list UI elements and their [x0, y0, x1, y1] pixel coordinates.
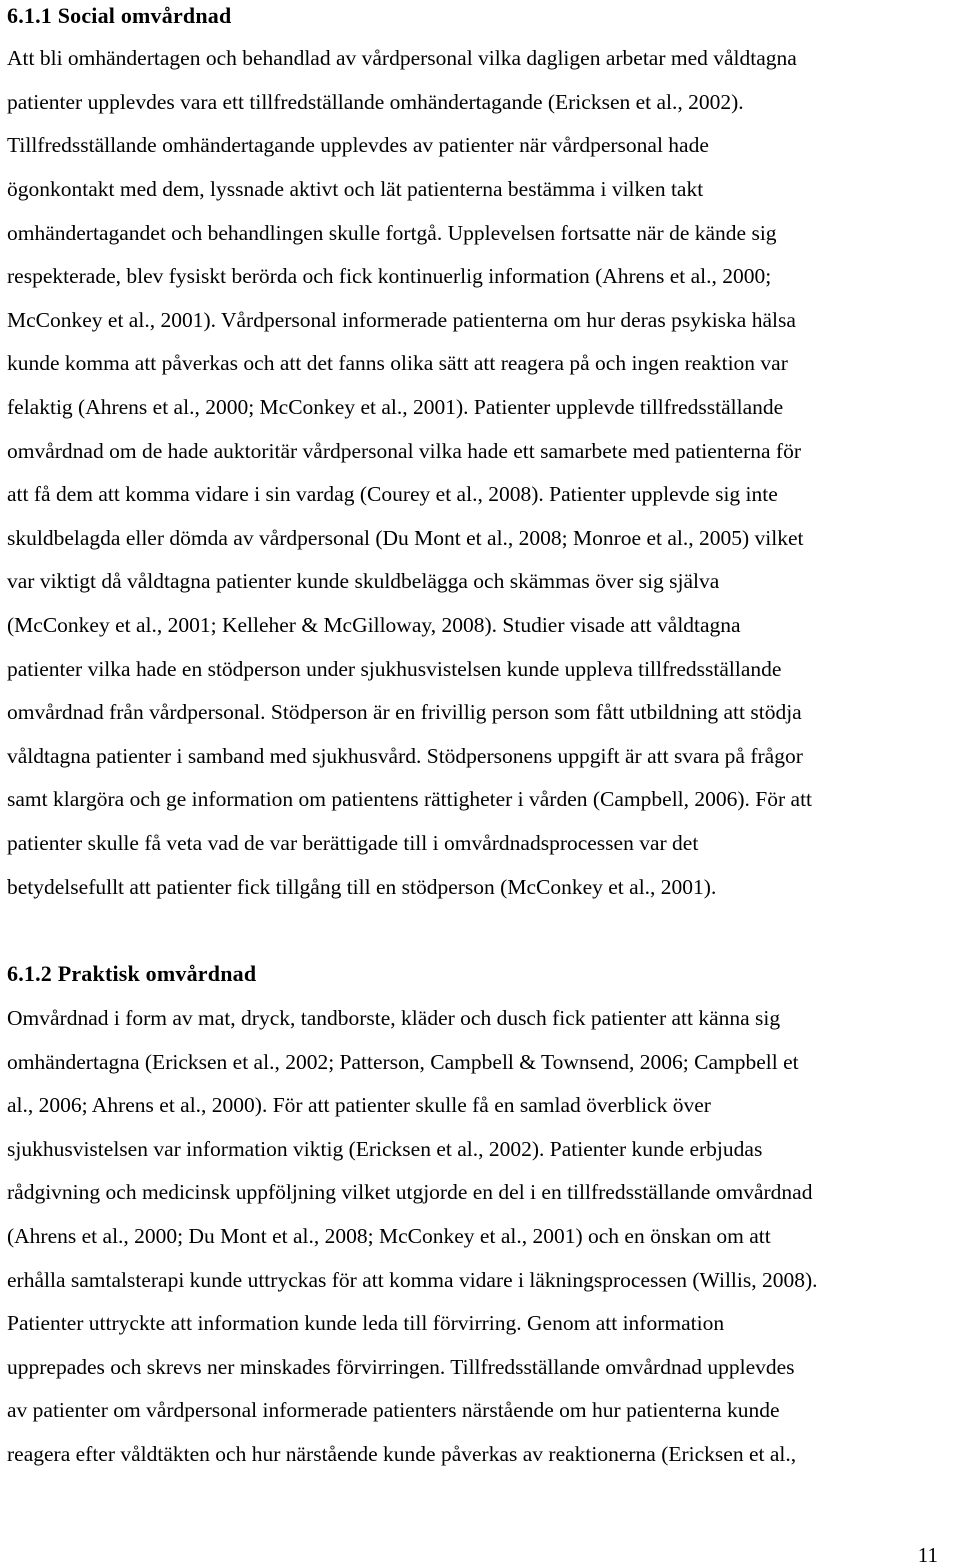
paragraph-line: reagera efter våldtäkten och hur närstående kunde påverkas av reaktionerna (Ericksen et al., [7, 1442, 797, 1466]
paragraph-line: al., 2006; Ahrens et al., 2000). För att patienter skulle få en samlad överblick över [7, 1093, 711, 1117]
paragraph-line: Tillfredsställande omhändertagande upplevdes av patienter när vårdpersonal hade [7, 133, 709, 157]
paragraph-line: betydelsefullt att patienter fick tillgång till en stödperson (McConkey et al., 2001). [7, 875, 717, 899]
paragraph-line: omvårdnad från vårdpersonal. Stödperson är en frivillig person som fått utbildning att stödja [7, 700, 802, 724]
section-heading-praktisk-omvardnad: 6.1.2 Praktisk omvårdnad [7, 961, 257, 986]
paragraph-line: omhändertagandet och behandlingen skulle fortgå. Upplevelsen fortsatte när de kände sig [7, 221, 777, 245]
paragraph-line: erhålla samtalsterapi kunde uttryckas för att komma vidare i läkningsprocessen (Willis, 2008). [7, 1268, 818, 1292]
paragraph-line: (Ahrens et al., 2000; Du Mont et al., 2008; McConkey et al., 2001) och en önskan om att [7, 1224, 771, 1248]
paragraph-line: upprepades och skrevs ner minskades förvirringen. Tillfredsställande omvårdnad upplevdes [7, 1355, 795, 1379]
page-number: 11 [917, 1543, 938, 1567]
paragraph-line: kunde komma att påverkas och att det fanns olika sätt att reagera på och ingen reaktion var [7, 351, 788, 375]
paragraph-line: samt klargöra och ge information om patientens rättigheter i vården (Campbell, 2006). För att [7, 787, 813, 811]
paragraph-line: patienter upplevdes vara ett tillfredställande omhändertagande (Ericksen et al., 2002). [7, 90, 744, 114]
paragraph-line: Att bli omhändertagen och behandlad av vårdpersonal vilka dagligen arbetar med våldtagna [7, 46, 797, 70]
paragraph-line: patienter skulle få veta vad de var berättigade till i omvårdnadsprocessen var det [7, 831, 699, 855]
paragraph-line: ögonkontakt med dem, lyssnade aktivt och lät patienterna bestämma i vilken takt [7, 177, 704, 201]
paragraph-line: av patienter om vårdpersonal informerade patienters närstående om hur patienterna kunde [7, 1398, 780, 1422]
paragraph-line: var viktigt då våldtagna patienter kunde skuldbelägga och skämmas över sig själva [7, 569, 720, 593]
paragraph-line: sjukhusvistelsen var information viktig (Ericksen et al., 2002). Patienter kunde erbjudas [7, 1137, 763, 1161]
paragraph-line: omvårdnad om de hade auktoritär vårdpersonal vilka hade ett samarbete med patienterna för [7, 439, 801, 463]
paragraph-line: Omvårdnad i form av mat, dryck, tandborste, kläder och dusch fick patienter att känna sig [7, 1006, 781, 1030]
paragraph-line: patienter vilka hade en stödperson under sjukhusvistelsen kunde uppleva tillfredsställande [7, 657, 782, 681]
paragraph-line: våldtagna patienter i samband med sjukhusvård. Stödpersonens uppgift är att svara på frågor [7, 744, 803, 768]
section-heading-social-omvardnad: 6.1.1 Social omvårdnad [7, 3, 232, 28]
paragraph-line: McConkey et al., 2001). Vårdpersonal informerade patienterna om hur deras psykiska hälsa [7, 308, 796, 332]
paragraph-line: rådgivning och medicinsk uppföljning vilket utgjorde en del i en tillfredsställande omvårdnad [7, 1180, 813, 1204]
paragraph-line: respekterade, blev fysiskt berörda och fick kontinuerlig information (Ahrens et al., 2000; [7, 264, 772, 288]
paragraph-line: omhändertagna (Ericksen et al., 2002; Patterson, Campbell & Townsend, 2006; Campbell et [7, 1050, 799, 1074]
paragraph-line: (McConkey et al., 2001; Kelleher & McGilloway, 2008). Studier visade att våldtagna [7, 613, 741, 637]
paragraph-line: felaktig (Ahrens et al., 2000; McConkey et al., 2001). Patienter upplevde tillfredsställande [7, 395, 784, 419]
paragraph-line: att få dem att komma vidare i sin vardag (Courey et al., 2008). Patienter upplevde sig inte [7, 482, 778, 506]
paragraph-line: skuldbelagda eller dömda av vårdpersonal (Du Mont et al., 2008; Monroe et al., 2005) vilket [7, 526, 804, 550]
paragraph-line: Patienter uttryckte att information kunde leda till förvirring. Genom att information [7, 1311, 725, 1335]
